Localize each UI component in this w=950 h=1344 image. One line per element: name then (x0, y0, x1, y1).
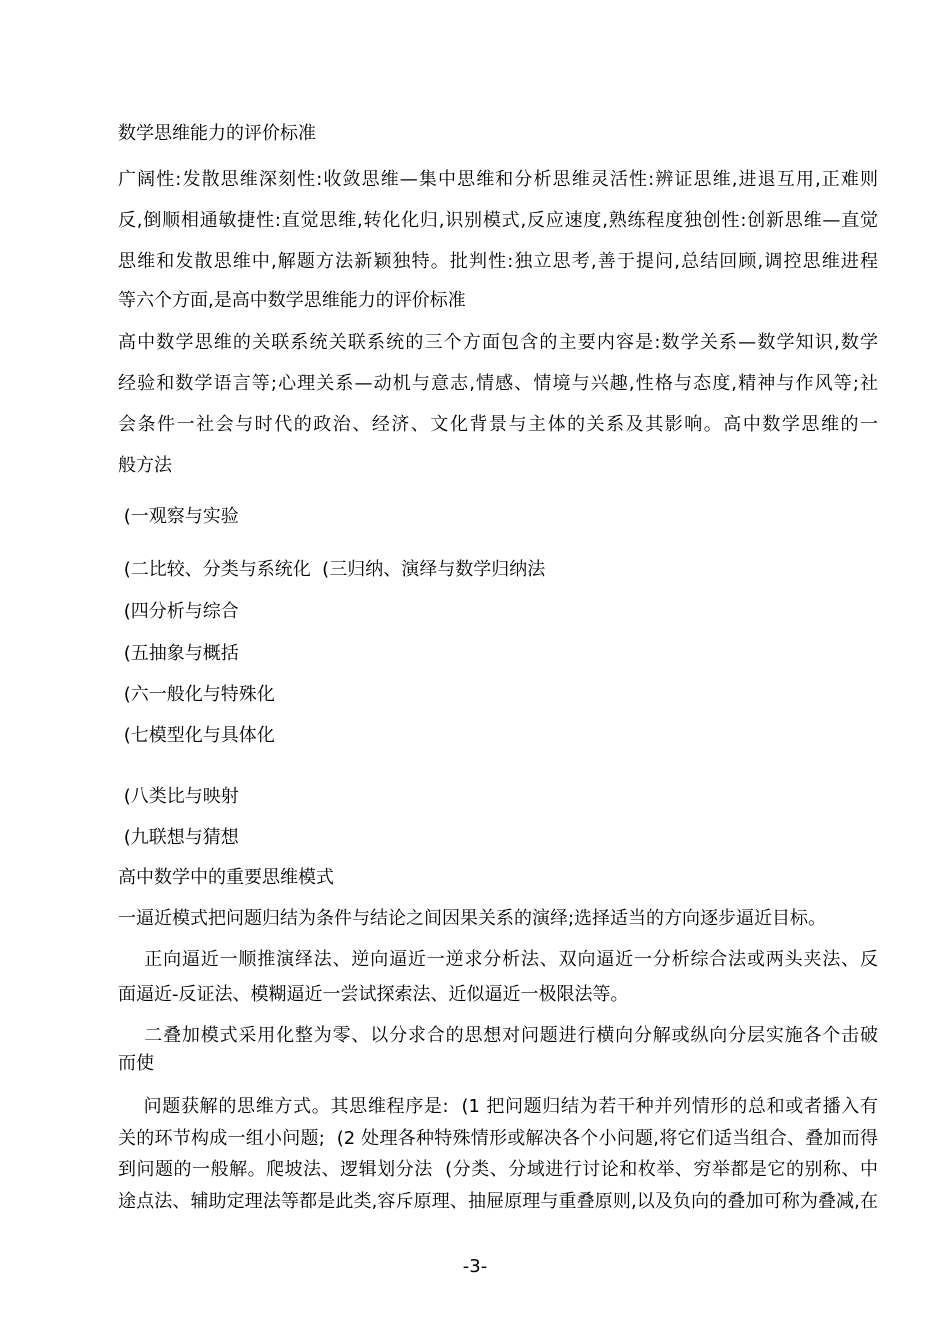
paragraph-line: 关的环节构成一组小问题; (2 处理各种特殊情形或解决各个小问题,将它们适当组合、叠加而得 (118, 1128, 878, 1149)
method-list-item: (二比较、分类与系统化 (三归纳、演绎与数学归纳法 (118, 559, 546, 580)
paragraph-line: 高中数学思维的关联系统关联系统的三个方面包含的主要内容是:数学关系—数学知识,数学 (118, 332, 878, 353)
method-list-item: (六一般化与特殊化 (118, 684, 275, 705)
page-number: -3- (462, 1256, 488, 1277)
paragraph-line: 问题获解的思维方式。其思维程序是: (1 把问题归结为若干种并列情形的总和或者播入有 (118, 1096, 878, 1117)
paragraph-line: 二叠加模式采用化整为零、以分求合的思想对问题进行横向分解或纵向分层实施各个击破 (118, 1025, 878, 1046)
paragraph-line: 正向逼近一顺推演绎法、逆向逼近一逆求分析法、双向逼近一分析综合法或两头夹法、反 (118, 949, 878, 970)
section-heading-thinking-modes: 高中数学中的重要思维模式 (118, 867, 334, 888)
paragraph-line: 而使 (118, 1053, 154, 1074)
paragraph-line: 经验和数学语言等;心理关系—动机与意志,情感、情境与兴趣,性格与态度,精神与作风等;社 (118, 373, 878, 394)
paragraph-line: 面逼近-反证法、模糊逼近一尝试探索法、近似逼近一极限法等。 (118, 984, 629, 1005)
paragraph-line: 般方法 (118, 455, 172, 476)
section-heading-evaluation-standard: 数学思维能力的评价标准 (118, 123, 316, 144)
method-list-item: (七模型化与具体化 (118, 725, 275, 746)
paragraph-line: 广阔性:发散思维深刻性:收敛思维—集中思维和分析思维灵活性:辨证思维,进退互用,正难则 (118, 169, 878, 190)
paragraph-line: 反,倒顺相通敏捷性:直觉思维,转化化归,识别模式,反应速度,熟练程度独创性:创新思维—直觉 (118, 210, 878, 231)
paragraph-line: 一逼近模式把问题归结为条件与结论之间因果关系的演绎;选择适当的方向逐步逼近目标。 (118, 908, 827, 929)
method-list-item: (五抽象与概括 (118, 643, 239, 664)
method-list-item: (九联想与猜想 (118, 827, 239, 848)
paragraph-line: 途点法、辅助定理法等都是此类,容斥原理、抽屉原理与重叠原则,以及负向的叠加可称为叠减,在 (118, 1191, 878, 1212)
paragraph-line: 到问题的一般解。爬坡法、逻辑划分法 (分类、分域进行讨论和枚举、穷举都是它的别称、中 (118, 1159, 878, 1180)
method-list-item: (四分析与综合 (118, 601, 239, 622)
paragraph-line: 等六个方面,是高中数学思维能力的评价标准 (118, 290, 466, 311)
method-list-item: (一观察与实验 (118, 506, 239, 527)
method-list-item: (八类比与映射 (118, 786, 239, 807)
paragraph-line: 思维和发散思维中,解题方法新颖独特。批判性:独立思考,善于提问,总结回顾,调控思维进程 (118, 251, 878, 272)
paragraph-line: 会条件一社会与时代的政治、经济、文化背景与主体的关系及其影响。高中数学思维的一 (118, 414, 878, 435)
